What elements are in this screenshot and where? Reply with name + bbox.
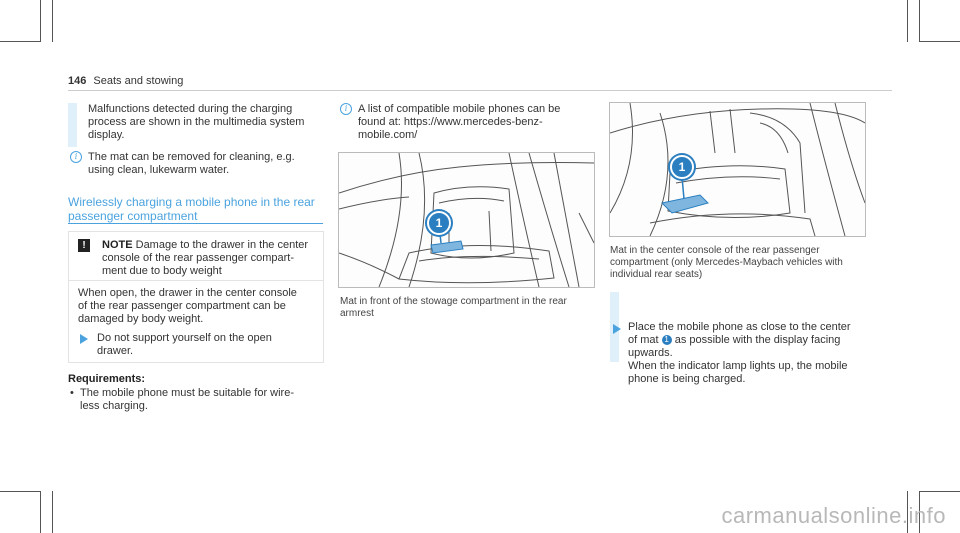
malfunction-paragraph <box>88 103 304 142</box>
text-line: A list of compatible mobile phones can be <box>358 103 561 115</box>
text-line: individual rear seats) <box>610 269 703 280</box>
page-header <box>68 75 183 88</box>
heading-rule <box>68 223 323 224</box>
crop-mark <box>52 0 53 42</box>
page-number: 146 <box>68 75 87 87</box>
text-line: found at: https://www.mercedes-benz- <box>358 116 543 128</box>
instruction-step <box>628 321 851 386</box>
section-heading <box>68 195 315 223</box>
crop-mark <box>0 41 40 42</box>
text-line: ment due to body weight <box>102 265 222 277</box>
text-line: using clean, lukewarm water. <box>88 164 230 176</box>
note-body <box>78 287 297 326</box>
text-line: compartment (only Mercedes-Maybach vehicles with <box>610 257 843 268</box>
info-icon: i <box>340 103 352 115</box>
center-console-mat-figure <box>609 102 866 237</box>
callout-1: 1 <box>670 155 694 179</box>
text-line: process are shown in the multimedia system <box>88 116 305 128</box>
text-line: phone is being charged. <box>628 373 746 385</box>
text-line: of the rear passenger compartment can be <box>78 300 286 312</box>
note-label: NOTE <box>102 239 133 251</box>
armrest-illustration <box>339 153 594 287</box>
note-divider <box>68 280 324 281</box>
text-line: When open, the drawer in the center console <box>78 287 297 299</box>
arrow-right-icon <box>80 334 88 344</box>
text-line: armrest <box>340 308 374 319</box>
crop-mark <box>52 491 53 533</box>
crop-mark <box>40 0 41 42</box>
heading-line: passenger compartment <box>68 209 198 223</box>
figure-caption <box>610 245 843 281</box>
text-line: The mobile phone must be suitable for wire- <box>80 387 294 399</box>
callout-1: 1 <box>427 211 451 235</box>
crop-mark <box>907 0 908 42</box>
compatible-phones-info <box>358 103 560 142</box>
text-line: drawer. <box>97 345 134 357</box>
note-text <box>102 239 308 278</box>
crop-mark <box>919 0 920 42</box>
heading-line: Wirelessly charging a mobile phone in the rear <box>68 195 315 209</box>
text-line: Mat in the center console of the rear passenger <box>610 245 820 256</box>
text-line: damaged by body weight. <box>78 313 204 325</box>
callout-1: 1 <box>662 335 672 345</box>
requirements-title: Requirements: <box>68 373 146 385</box>
crop-mark <box>40 491 41 533</box>
arrow-right-icon <box>613 324 621 334</box>
text-line: Mat in front of the stowage compartment in the rear <box>340 296 567 307</box>
crop-mark <box>920 41 960 42</box>
crop-mark <box>920 491 960 492</box>
text-line: of mat 1 as possible with the display facing <box>628 334 841 346</box>
text-line: console of the rear passenger compart- <box>102 252 294 264</box>
text-line: less charging. <box>80 400 148 412</box>
info-bar <box>68 103 77 147</box>
text-line: display. <box>88 129 125 141</box>
text-line: When the indicator lamp lights up, the mobile <box>628 360 848 372</box>
header-rule <box>68 90 892 91</box>
text-line: Damage to the drawer in the center <box>135 239 309 251</box>
bullet-icon: • <box>70 387 74 399</box>
figure-caption <box>340 296 567 320</box>
warning-icon: ! <box>78 239 90 252</box>
text-line: Do not support yourself on the open <box>97 332 272 344</box>
note-action <box>97 332 272 358</box>
text-line: mobile.com/ <box>358 129 418 141</box>
text-line: upwards. <box>628 347 673 359</box>
text-line: Place the mobile phone as close to the center <box>628 321 851 333</box>
center-console-illustration <box>610 103 865 236</box>
info-icon: i <box>70 151 82 163</box>
cleaning-info <box>88 151 295 177</box>
requirement-item <box>80 387 294 413</box>
section-title: Seats and stowing <box>93 75 184 87</box>
text-line: Malfunctions detected during the charging <box>88 103 293 115</box>
crop-mark <box>0 491 40 492</box>
armrest-mat-figure <box>338 152 595 288</box>
text-line: The mat can be removed for cleaning, e.g. <box>88 151 295 163</box>
watermark: carmanualsonline.info <box>721 503 946 528</box>
